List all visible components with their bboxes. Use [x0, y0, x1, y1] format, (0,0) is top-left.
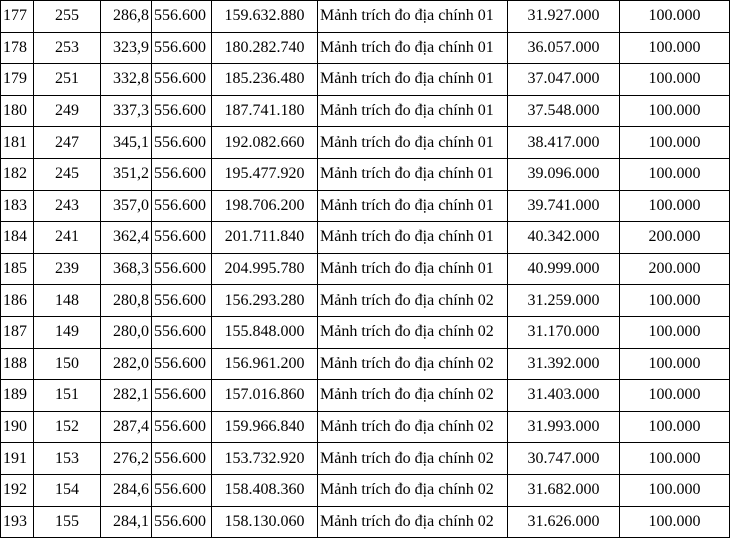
deposit-cell: 40.999.000	[508, 253, 620, 285]
map-sheet-cell: Mảnh trích đo địa chính 01	[318, 222, 508, 254]
row-number-cell: 186	[1, 285, 34, 317]
area-cell: 337,3	[101, 95, 152, 127]
total-price-cell: 185.236.480	[212, 64, 318, 96]
deposit-cell: 31.403.000	[508, 380, 620, 412]
row-number-cell: 181	[1, 127, 34, 159]
deposit-cell: 31.170.000	[508, 316, 620, 348]
map-sheet-cell: Mảnh trích đo địa chính 01	[318, 253, 508, 285]
dossier-fee-cell: 100.000	[620, 158, 730, 190]
unit-price-cell: 556.600	[152, 285, 212, 317]
area-cell: 357,0	[101, 190, 152, 222]
unit-price-cell: 556.600	[152, 316, 212, 348]
lot-number-cell: 155	[34, 506, 101, 538]
map-sheet-cell: Mảnh trích đo địa chính 01	[318, 127, 508, 159]
unit-price-cell: 556.600	[152, 158, 212, 190]
deposit-cell: 39.096.000	[508, 158, 620, 190]
area-cell: 351,2	[101, 158, 152, 190]
table-row	[1, 316, 730, 348]
total-price-cell: 195.477.920	[212, 158, 318, 190]
unit-price-cell: 556.600	[152, 506, 212, 538]
area-cell: 284,6	[101, 474, 152, 506]
row-number-cell: 183	[1, 190, 34, 222]
lot-number-cell: 255	[34, 1, 101, 33]
unit-price-cell: 556.600	[152, 222, 212, 254]
dossier-fee-cell: 100.000	[620, 411, 730, 443]
unit-price-cell: 556.600	[152, 1, 212, 33]
lot-number-cell: 241	[34, 222, 101, 254]
total-price-cell: 153.732.920	[212, 443, 318, 475]
table-row	[1, 127, 730, 159]
row-number-cell: 190	[1, 411, 34, 443]
lot-number-cell: 153	[34, 443, 101, 475]
map-sheet-cell: Mảnh trích đo địa chính 02	[318, 443, 508, 475]
unit-price-cell: 556.600	[152, 380, 212, 412]
area-cell: 280,0	[101, 316, 152, 348]
area-cell: 362,4	[101, 222, 152, 254]
lot-number-cell: 245	[34, 158, 101, 190]
lot-number-cell: 243	[34, 190, 101, 222]
map-sheet-cell: Mảnh trích đo địa chính 02	[318, 348, 508, 380]
area-cell: 332,8	[101, 64, 152, 96]
table-row	[1, 190, 730, 222]
row-number-cell: 184	[1, 222, 34, 254]
map-sheet-cell: Mảnh trích đo địa chính 01	[318, 64, 508, 96]
dossier-fee-cell: 200.000	[620, 253, 730, 285]
unit-price-cell: 556.600	[152, 348, 212, 380]
deposit-cell: 31.626.000	[508, 506, 620, 538]
area-cell: 282,0	[101, 348, 152, 380]
dossier-fee-cell: 100.000	[620, 506, 730, 538]
area-cell: 276,2	[101, 443, 152, 475]
area-cell: 284,1	[101, 506, 152, 538]
map-sheet-cell: Mảnh trích đo địa chính 02	[318, 380, 508, 412]
total-price-cell: 159.632.880	[212, 1, 318, 33]
table-row	[1, 95, 730, 127]
deposit-cell: 31.259.000	[508, 285, 620, 317]
area-cell: 280,8	[101, 285, 152, 317]
map-sheet-cell: Mảnh trích đo địa chính 02	[318, 474, 508, 506]
dossier-fee-cell: 100.000	[620, 316, 730, 348]
unit-price-cell: 556.600	[152, 95, 212, 127]
deposit-cell: 38.417.000	[508, 127, 620, 159]
area-cell: 287,4	[101, 411, 152, 443]
table-row	[1, 222, 730, 254]
lot-number-cell: 249	[34, 95, 101, 127]
area-cell: 282,1	[101, 380, 152, 412]
row-number-cell: 193	[1, 506, 34, 538]
row-number-cell: 189	[1, 380, 34, 412]
deposit-cell: 36.057.000	[508, 32, 620, 64]
dossier-fee-cell: 100.000	[620, 285, 730, 317]
dossier-fee-cell: 200.000	[620, 222, 730, 254]
total-price-cell: 192.082.660	[212, 127, 318, 159]
row-number-cell: 182	[1, 158, 34, 190]
unit-price-cell: 556.600	[152, 411, 212, 443]
map-sheet-cell: Mảnh trích đo địa chính 01	[318, 190, 508, 222]
row-number-cell: 179	[1, 64, 34, 96]
table-row	[1, 474, 730, 506]
table-body	[1, 1, 730, 538]
table-row	[1, 285, 730, 317]
deposit-cell: 30.747.000	[508, 443, 620, 475]
area-cell: 345,1	[101, 127, 152, 159]
map-sheet-cell: Mảnh trích đo địa chính 01	[318, 32, 508, 64]
dossier-fee-cell: 100.000	[620, 190, 730, 222]
unit-price-cell: 556.600	[152, 64, 212, 96]
row-number-cell: 187	[1, 316, 34, 348]
dossier-fee-cell: 100.000	[620, 64, 730, 96]
lot-number-cell: 251	[34, 64, 101, 96]
area-cell: 323,9	[101, 32, 152, 64]
deposit-cell: 31.993.000	[508, 411, 620, 443]
total-price-cell: 187.741.180	[212, 95, 318, 127]
deposit-cell: 37.548.000	[508, 95, 620, 127]
row-number-cell: 178	[1, 32, 34, 64]
table-row	[1, 158, 730, 190]
unit-price-cell: 556.600	[152, 474, 212, 506]
table-row	[1, 253, 730, 285]
dossier-fee-cell: 100.000	[620, 474, 730, 506]
unit-price-cell: 556.600	[152, 253, 212, 285]
dossier-fee-cell: 100.000	[620, 32, 730, 64]
unit-price-cell: 556.600	[152, 190, 212, 222]
lot-number-cell: 150	[34, 348, 101, 380]
deposit-cell: 31.927.000	[508, 1, 620, 33]
lot-number-cell: 247	[34, 127, 101, 159]
unit-price-cell: 556.600	[152, 32, 212, 64]
lot-number-cell: 152	[34, 411, 101, 443]
total-price-cell: 157.016.860	[212, 380, 318, 412]
lot-number-cell: 149	[34, 316, 101, 348]
total-price-cell: 156.293.280	[212, 285, 318, 317]
map-sheet-cell: Mảnh trích đo địa chính 02	[318, 411, 508, 443]
map-sheet-cell: Mảnh trích đo địa chính 02	[318, 506, 508, 538]
dossier-fee-cell: 100.000	[620, 380, 730, 412]
row-number-cell: 188	[1, 348, 34, 380]
total-price-cell: 159.966.840	[212, 411, 318, 443]
lot-number-cell: 148	[34, 285, 101, 317]
total-price-cell: 156.961.200	[212, 348, 318, 380]
table-row	[1, 506, 730, 538]
area-cell: 286,8	[101, 1, 152, 33]
table-row	[1, 380, 730, 412]
total-price-cell: 201.711.840	[212, 222, 318, 254]
total-price-cell: 180.282.740	[212, 32, 318, 64]
deposit-cell: 39.741.000	[508, 190, 620, 222]
map-sheet-cell: Mảnh trích đo địa chính 02	[318, 316, 508, 348]
row-number-cell: 185	[1, 253, 34, 285]
table-row	[1, 411, 730, 443]
deposit-cell: 40.342.000	[508, 222, 620, 254]
unit-price-cell: 556.600	[152, 443, 212, 475]
deposit-cell: 31.392.000	[508, 348, 620, 380]
row-number-cell: 191	[1, 443, 34, 475]
total-price-cell: 158.130.060	[212, 506, 318, 538]
row-number-cell: 180	[1, 95, 34, 127]
table-row	[1, 32, 730, 64]
total-price-cell: 204.995.780	[212, 253, 318, 285]
map-sheet-cell: Mảnh trích đo địa chính 01	[318, 1, 508, 33]
row-number-cell: 192	[1, 474, 34, 506]
row-number-cell: 177	[1, 1, 34, 33]
lot-number-cell: 151	[34, 380, 101, 412]
dossier-fee-cell: 100.000	[620, 348, 730, 380]
table-row	[1, 443, 730, 475]
dossier-fee-cell: 100.000	[620, 127, 730, 159]
map-sheet-cell: Mảnh trích đo địa chính 01	[318, 95, 508, 127]
dossier-fee-cell: 100.000	[620, 95, 730, 127]
dossier-fee-cell: 100.000	[620, 1, 730, 33]
lot-number-cell: 253	[34, 32, 101, 64]
table-row	[1, 348, 730, 380]
unit-price-cell: 556.600	[152, 127, 212, 159]
lot-number-cell: 154	[34, 474, 101, 506]
deposit-cell: 31.682.000	[508, 474, 620, 506]
table-row	[1, 64, 730, 96]
table-row	[1, 1, 730, 33]
dossier-fee-cell: 100.000	[620, 443, 730, 475]
map-sheet-cell: Mảnh trích đo địa chính 02	[318, 285, 508, 317]
lot-number-cell: 239	[34, 253, 101, 285]
total-price-cell: 158.408.360	[212, 474, 318, 506]
total-price-cell: 198.706.200	[212, 190, 318, 222]
total-price-cell: 155.848.000	[212, 316, 318, 348]
area-cell: 368,3	[101, 253, 152, 285]
deposit-cell: 37.047.000	[508, 64, 620, 96]
map-sheet-cell: Mảnh trích đo địa chính 01	[318, 158, 508, 190]
